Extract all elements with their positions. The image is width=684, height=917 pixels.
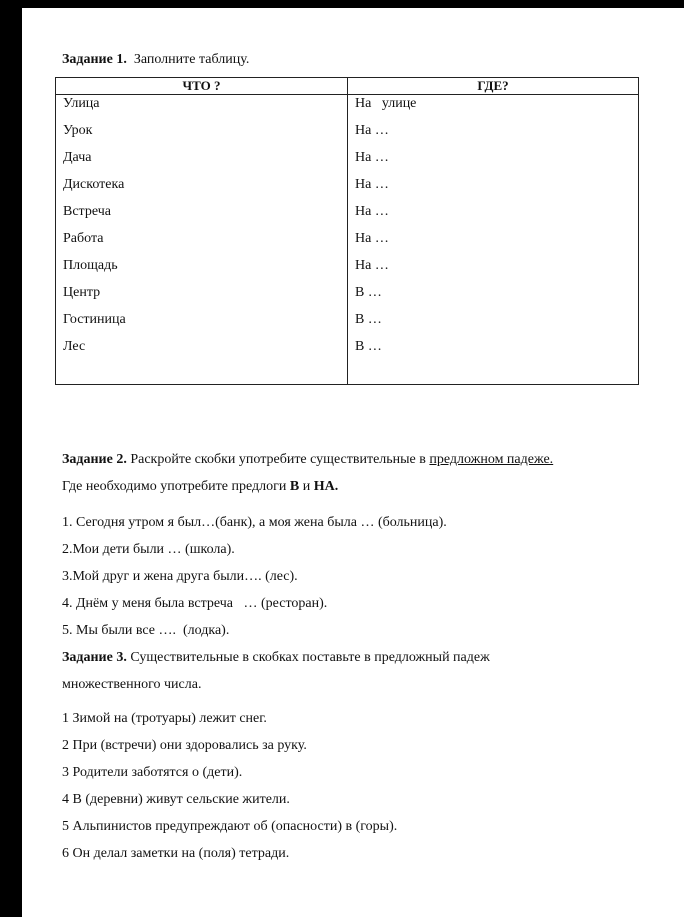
cell-where: На … [348,122,639,149]
cell-what: Центр [56,284,348,311]
table-row [56,149,639,176]
table-header-row [56,78,639,95]
task2-instruction: Раскройте скобки употребите существительные в [130,452,426,467]
task3-item: 3 Родители заботятся о (дети). [62,765,243,780]
table-row [56,257,639,284]
table-row [56,230,639,257]
header-what: ЧТО ? [56,78,348,95]
cell-where: На … [348,176,639,203]
task3-title: Задание 3. [62,650,127,665]
cell-where: В … [348,311,639,338]
task2-title: Задание 2. [62,452,127,467]
table-row [56,311,639,338]
table-row [56,203,639,230]
cell-where: В … [348,284,639,311]
task2-instruction-b: Где необходимо употребите предлоги [62,479,287,494]
table-row [56,338,639,385]
task3-instruction: Существительные в скобках поставьте в предложный падеж [130,650,490,665]
task3-instruction-b: множественного числа. [62,677,202,692]
header-where: ГДЕ? [348,78,639,95]
fill-table [55,77,639,385]
task2-heading [62,451,553,469]
task2-prep-v: В [289,479,300,494]
task3-item: 5 Альпинистов предупреждают об (опасности) в (горы). [62,819,398,834]
task3-item: 2 При (встречи) они здоровались за руку. [62,738,307,753]
cell-what: Гостиница [56,311,348,338]
task3-heading [62,649,490,667]
cell-where: На улице [348,95,639,123]
task2-item: 5. Мы были все …. (лодка). [62,623,230,638]
cell-where: На … [348,149,639,176]
cell-what: Урок [56,122,348,149]
task2-item: 2.Мои дети были … (школа). [62,542,235,557]
table-row [56,284,639,311]
task1-title: Задание 1. [62,52,127,67]
task1-instruction: Заполните таблицу. [133,52,250,67]
cell-where: На … [348,230,639,257]
cell-what: Лес [56,338,348,385]
cell-where: На … [348,203,639,230]
task2-instruction-underlined: предложном падеже. [429,452,554,467]
cell-what: Площадь [56,257,348,284]
task2-conj: и [302,479,311,494]
cell-what: Встреча [56,203,348,230]
cell-where: В … [348,338,639,385]
cell-where: На … [348,257,639,284]
cell-what: Дача [56,149,348,176]
task1-heading [62,51,249,69]
cell-what: Дискотека [56,176,348,203]
table-row [56,95,639,123]
task2-prep-na: НА. [313,479,339,494]
cell-what: Работа [56,230,348,257]
table-row [56,176,639,203]
table-row [56,122,639,149]
task3-item: 6 Он делал заметки на (поля) тетради. [62,846,290,861]
task2-item: 4. Днём у меня была встреча … (ресторан). [62,596,328,611]
task2-item: 1. Сегодня утром я был…(банк), а моя жена была … (больница). [62,515,447,530]
task3-item: 4 В (деревни) живут сельские жители. [62,792,290,807]
cell-what: Улица [56,95,348,123]
task2-subheading [62,478,338,496]
task2-item: 3.Мой друг и жена друга были…. (лес). [62,569,298,584]
worksheet-page [22,8,684,917]
task3-item: 1 Зимой на (тротуары) лежит снег. [62,711,267,726]
